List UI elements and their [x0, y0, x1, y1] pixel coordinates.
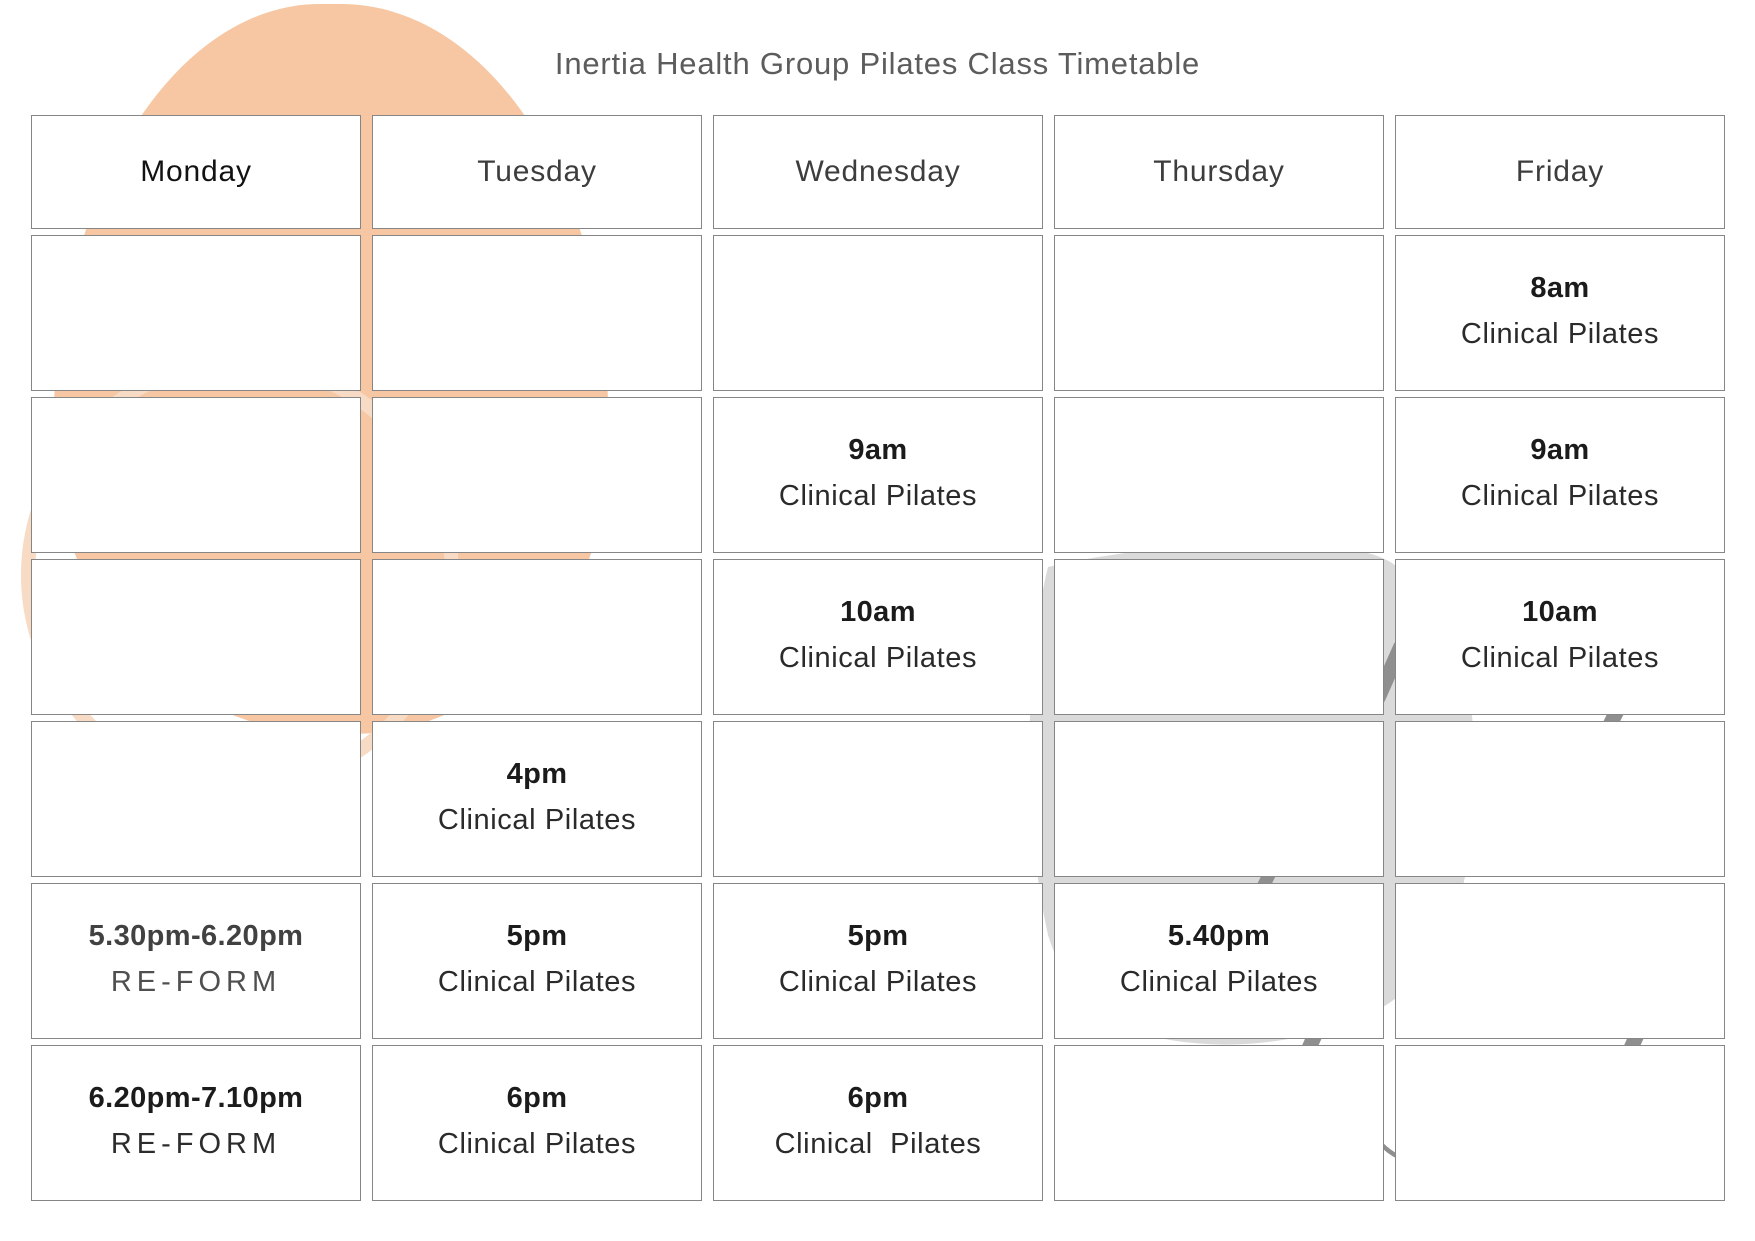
class-time: 4pm	[506, 758, 568, 790]
class-time: 9am	[848, 434, 908, 466]
timetable-cell-thursday-row6	[1054, 1045, 1384, 1201]
class-name: RE-FORM	[110, 966, 282, 998]
timetable-cell-monday-row6	[31, 1045, 361, 1201]
timetable-cell-friday-row4	[1395, 721, 1725, 877]
class-name: Clinical Pilates	[778, 642, 978, 674]
class-name: Clinical Pilates	[1119, 966, 1319, 998]
class-time: 5.30pm-6.20pm	[88, 920, 304, 952]
timetable-cell-tuesday-row2	[372, 397, 702, 553]
timetable-cell-monday-row4	[31, 721, 361, 877]
class-time: 5pm	[847, 920, 909, 952]
class-time: 5.40pm	[1167, 920, 1271, 952]
class-name: Clinical Pilates	[1460, 642, 1660, 674]
timetable-cell-tuesday-row6	[372, 1045, 702, 1201]
day-header-thursday: Thursday	[1054, 115, 1384, 229]
class-name: Clinical Pilates	[774, 1128, 982, 1160]
class-time: 5pm	[506, 920, 568, 952]
class-name: Clinical Pilates	[437, 804, 637, 836]
timetable-cell-friday-row1	[1395, 235, 1725, 391]
class-name: Clinical Pilates	[778, 966, 978, 998]
timetable-cell-tuesday-row4	[372, 721, 702, 877]
timetable-cell-tuesday-row1	[372, 235, 702, 391]
timetable-cell-wednesday-row3	[713, 559, 1043, 715]
class-time: 10am	[840, 596, 916, 628]
timetable-cell-monday-row3	[31, 559, 361, 715]
day-header-friday: Friday	[1395, 115, 1725, 229]
timetable-cell-friday-row6	[1395, 1045, 1725, 1201]
timetable-cell-friday-row2	[1395, 397, 1725, 553]
day-header-monday: Monday	[31, 115, 361, 229]
class-time: 6pm	[847, 1082, 909, 1114]
timetable-cell-monday-row1	[31, 235, 361, 391]
class-time: 6pm	[506, 1082, 568, 1114]
timetable-cell-monday-row5	[31, 883, 361, 1039]
timetable-cell-tuesday-row3	[372, 559, 702, 715]
timetable-cell-wednesday-row1	[713, 235, 1043, 391]
timetable-cell-thursday-row2	[1054, 397, 1384, 553]
timetable-cell-thursday-row5	[1054, 883, 1384, 1039]
class-name: Clinical Pilates	[778, 480, 978, 512]
class-time: 10am	[1522, 596, 1598, 628]
timetable-cell-wednesday-row5	[713, 883, 1043, 1039]
day-header-wednesday: Wednesday	[713, 115, 1043, 229]
class-time: 8am	[1530, 272, 1590, 304]
timetable-cell-wednesday-row6	[713, 1045, 1043, 1201]
timetable-cell-monday-row2	[31, 397, 361, 553]
class-name: Clinical Pilates	[437, 966, 637, 998]
day-header-tuesday: Tuesday	[372, 115, 702, 229]
timetable-cell-tuesday-row5	[372, 883, 702, 1039]
timetable-cell-thursday-row4	[1054, 721, 1384, 877]
class-time: 6.20pm-7.10pm	[88, 1082, 304, 1114]
class-time: 9am	[1530, 434, 1590, 466]
timetable-cell-thursday-row1	[1054, 235, 1384, 391]
page-title: Inertia Health Group Pilates Class Timetable	[554, 46, 1201, 81]
class-name: RE-FORM	[110, 1128, 282, 1160]
timetable-cell-wednesday-row2	[713, 397, 1043, 553]
timetable-cell-friday-row5	[1395, 883, 1725, 1039]
class-name: Clinical Pilates	[437, 1128, 637, 1160]
class-name: Clinical Pilates	[1460, 480, 1660, 512]
timetable-cell-friday-row3	[1395, 559, 1725, 715]
timetable-cell-thursday-row3	[1054, 559, 1384, 715]
timetable-grid	[31, 115, 1725, 1201]
class-name: Clinical Pilates	[1460, 318, 1660, 350]
timetable-cell-wednesday-row4	[713, 721, 1043, 877]
